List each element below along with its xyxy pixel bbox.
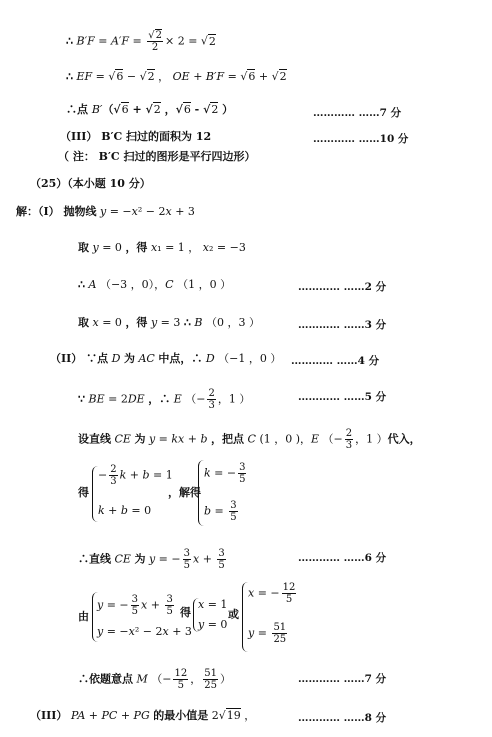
point-m: ∴依题意点 M （− $\frac{12}{5}$ ， $\frac{51}{25}$ ） [78, 668, 231, 691]
score-2: ………… ……2 分 [298, 281, 387, 293]
sol2-point-e: ∵ BE = 2DE ，∴ E （− $\frac{2}{3}$ ，1 ） [78, 388, 251, 411]
part3-note: （ 注： B′C 扫过的图形是平行四边形） [58, 150, 256, 163]
sol2-set-ce: 设直线 CE 为 y = kx + b ，把点 C (1 ，0 )，E （− $\frac{2}{3}$ ，1 ）代入， [78, 428, 421, 451]
system-eq1: − $\frac{2}{3}$ k + b = 1 [98, 464, 173, 487]
sys-b1: x = 1 [198, 598, 228, 611]
solution-k: k = − $\frac{3}{5}$ [204, 462, 246, 485]
solve-mid: ，解得 [168, 486, 201, 499]
system-eq2: k + b = 0 [98, 504, 152, 517]
score-3: ………… ……3 分 [298, 319, 387, 331]
q25-header: （25）（本小题 10 分） [30, 177, 151, 190]
you-label: 由 [78, 610, 89, 623]
line-point-b: ∴点 B′（√6 + √2 ，√6 - √2 ） [66, 103, 234, 116]
score-10: ………… ……10 分 [313, 133, 409, 145]
score-6: ………… ……6 分 [298, 552, 387, 564]
sys-c2: y = $\frac{51}{25}$ [248, 622, 287, 645]
sys-a1: y = − $\frac{3}{5}$ x + $\frac{3}{5}$ [97, 594, 173, 617]
solution-b: b = $\frac{3}{5}$ [204, 500, 237, 523]
sol1-parabola: 解：（I） 抛物线 y = −x² − 2x + 3 [16, 205, 195, 218]
score-5: ………… ……5 分 [298, 391, 387, 403]
part3-min: （III） PA + PC + PG 的最小值是 2√19 ， [30, 709, 256, 722]
score-8: ………… ……8 分 [298, 712, 387, 724]
solve-label: 得 [78, 486, 89, 499]
de-label: 得 [180, 606, 191, 619]
sol1-points-ac: ∴ A （−3 ，0），C （1 ，0 ） [78, 278, 232, 291]
score-4: ………… ……4 分 [291, 355, 380, 367]
line-ef: ∴ EF = √6 − √2 ， OE + B′F = √6 + √2 [66, 70, 287, 83]
line-bf: ∴ B′F = A′F = $\frac{√2}{2}$ × 2 = √2 [66, 30, 216, 53]
sol1-x0: 取 x = 0 ，得 y = 3 ∴ B （0 ，3 ） [78, 316, 260, 329]
huo-label: 或 [228, 608, 239, 621]
sys-c1: x = − $\frac{12}{5}$ [248, 582, 296, 605]
part3-area: （III） B′C 扫过的面积为 12 [60, 130, 212, 143]
sys-a2: y = −x² − 2x + 3 [97, 625, 192, 638]
score-7b: ………… ……7 分 [298, 673, 387, 685]
score-7a: ………… ……7 分 [313, 107, 402, 119]
sys-b2: y = 0 [198, 618, 228, 631]
line-ce: ∴直线 CE 为 y = − $\frac{3}{5}$ x + $\frac{3}{5}$ [78, 548, 225, 571]
sol2-point-d: （II） ∵点 D 为 AC 中点，∴ D （−1 ，0 ） [50, 352, 282, 365]
sol1-y0: 取 y = 0 ，得 x₁ = 1 ， x₂ = −3 [78, 241, 246, 254]
